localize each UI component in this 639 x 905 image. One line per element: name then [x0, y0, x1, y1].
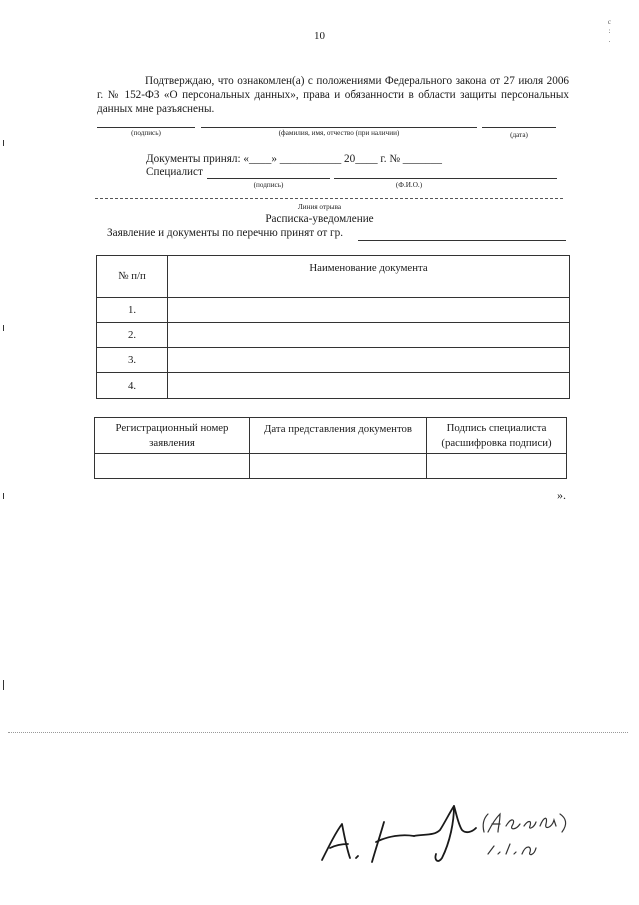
- tear-line: [95, 198, 563, 199]
- specialist-signature-caption: (подпись): [253, 181, 284, 189]
- date-line: [482, 127, 556, 128]
- consent-text-rest: что ознакомлен(а) с положениями Федерального закона от 27 июля 2006 г. № 152-ФЗ «О персональных данных», права и обязанности в области защиты персональных данных мне разъяснены.: [97, 75, 570, 115]
- row-number: 3.: [97, 348, 168, 373]
- margin-mark: [3, 325, 4, 331]
- row-document: [168, 373, 570, 399]
- row-number: 4.: [97, 373, 168, 399]
- registration-table: [94, 417, 567, 479]
- specialist-signature-line: [207, 178, 330, 179]
- scan-edge-line: [8, 732, 628, 733]
- applicant-line: [358, 240, 566, 241]
- page-number: 10: [314, 30, 325, 42]
- receipt-intro: Заявление и документы по перечню принят от гр.: [107, 227, 344, 239]
- corner-marks: c : .: [607, 18, 611, 44]
- row-document: [168, 298, 570, 323]
- specialist-fio-caption: (Ф.И.О.): [395, 181, 423, 189]
- reg-number-cell: [95, 454, 250, 479]
- date-caption: (дата): [510, 131, 528, 139]
- margin-mark: [3, 680, 4, 690]
- table-row: [97, 323, 570, 348]
- row-document: [168, 348, 570, 373]
- submission-date-header: Дата представления документов: [250, 418, 427, 454]
- table-row: [97, 348, 570, 373]
- name-header: Наименование документа: [168, 256, 570, 298]
- row-number: 1.: [97, 298, 168, 323]
- row-number: 2.: [97, 323, 168, 348]
- signature-line: [97, 127, 195, 128]
- table-row: [97, 298, 570, 323]
- registration-row: [95, 454, 567, 479]
- receipt-title: Расписка-уведомление: [265, 213, 374, 225]
- margin-mark: [3, 493, 4, 499]
- registration-header-row: [95, 418, 567, 454]
- margin-mark: [3, 140, 4, 146]
- handwritten-signature: [316, 798, 576, 870]
- table-header-row: [97, 256, 570, 298]
- reg-number-header: Регистрационный номер заявления: [95, 418, 250, 454]
- signature-caption: (подпись): [131, 129, 161, 137]
- fio-caption: (фамилия, имя, отчество (при наличии): [278, 129, 400, 137]
- specialist-signature-cell: [427, 454, 567, 479]
- specialist-label: Специалист: [146, 166, 203, 178]
- tear-line-label: Линия отрыва: [297, 203, 342, 211]
- num-header: № п/п: [97, 256, 168, 298]
- closing-quote: ».: [557, 488, 566, 502]
- documents-table: [96, 255, 570, 399]
- consent-text-start: Подтверждаю,: [145, 75, 215, 87]
- row-document: [168, 323, 570, 348]
- fio-line: [201, 127, 477, 128]
- consent-paragraph: [97, 74, 569, 116]
- specialist-fio-line: [334, 178, 557, 179]
- submission-date-cell: [250, 454, 427, 479]
- table-row: [97, 373, 570, 399]
- specialist-signature-header: Подпись специалиста (расшифровка подписи): [427, 418, 567, 454]
- docs-received-line: Документы принял: «____» ___________ 20____ г. № _______: [146, 153, 442, 165]
